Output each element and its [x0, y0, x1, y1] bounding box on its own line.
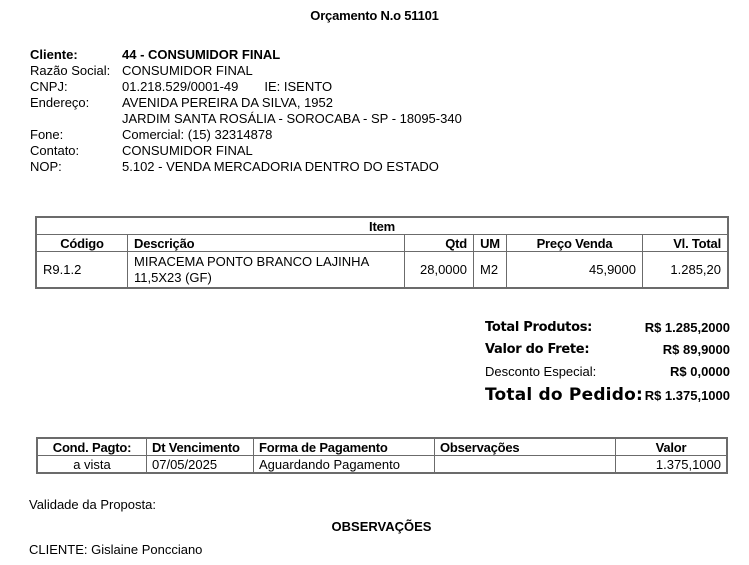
- total-pedido-label: Total do Pedido:: [485, 385, 643, 405]
- valor-frete-label: Valor do Frete:: [485, 341, 590, 357]
- document-title: Orçamento N.o 51101: [310, 8, 439, 23]
- client-row-endereco-2: [30, 111, 462, 127]
- col-um: UM: [474, 235, 507, 252]
- client-info: [30, 47, 462, 175]
- col-descricao: Descrição: [128, 235, 405, 252]
- items-table: [35, 216, 729, 289]
- total-pedido-value: R$ 1.375,1000: [644, 387, 730, 403]
- client-row-endereco: [30, 95, 462, 111]
- cell-cond-pagto: a vista: [37, 456, 147, 474]
- fone-label: Fone:: [30, 127, 64, 142]
- razao-social-value: CONSUMIDOR FINAL: [122, 63, 253, 78]
- endereco-2-label: [30, 111, 122, 127]
- client-row-cliente: [30, 47, 462, 63]
- ie-value: IE: ISENTO: [264, 79, 333, 94]
- cell-dt-vencimento: 07/05/2025: [147, 456, 254, 474]
- cell-forma-pagamento: Aguardando Pagamento: [254, 456, 435, 474]
- cnpj-value: 01.218.529/0001-49: [122, 79, 239, 94]
- total-produtos-label: Total Produtos:: [485, 319, 593, 335]
- items-table-caption: Item: [36, 217, 728, 235]
- table-row: [37, 456, 727, 474]
- client-label: Cliente:: [30, 47, 78, 62]
- cell-preco-venda: 45,9000: [507, 252, 643, 289]
- col-preco-venda: Preço Venda: [507, 235, 643, 252]
- valor-frete-row: [485, 338, 730, 360]
- valor-frete-value: R$ 89,9000: [662, 341, 730, 357]
- total-produtos-row: [485, 316, 730, 338]
- client-row-nop: [30, 159, 462, 175]
- total-pedido-row: [485, 382, 730, 408]
- endereco-value: AVENIDA PEREIRA DA SILVA, 1952: [122, 95, 333, 110]
- cell-um: M2: [474, 252, 507, 289]
- descricao-line-1: MIRACEMA PONTO BRANCO LAJINHA: [134, 253, 370, 269]
- payment-table: [36, 437, 728, 474]
- col-cond-pagto: Cond. Pagto:: [37, 438, 147, 456]
- cnpj-label: CNPJ:: [30, 79, 68, 94]
- desconto-especial-row: [485, 360, 730, 382]
- col-vl-total: Vl. Total: [643, 235, 729, 252]
- validade-proposta-label: Validade da Proposta:: [29, 497, 156, 512]
- table-row: [36, 252, 728, 289]
- cell-codigo: R9.1.2: [36, 252, 128, 289]
- nop-label: NOP:: [30, 159, 62, 174]
- col-codigo: Código: [36, 235, 128, 252]
- endereco-label: Endereço:: [30, 95, 90, 110]
- client-row-contato: [30, 143, 462, 159]
- col-valor: Valor: [616, 438, 728, 456]
- descricao-line-2: 11,5X23 (GF): [134, 269, 212, 285]
- col-dt-vencimento: Dt Vencimento: [147, 438, 254, 456]
- cell-observacoes: [435, 456, 616, 474]
- contato-label: Contato:: [30, 143, 80, 158]
- cell-vl-total: 1.285,20: [643, 252, 729, 289]
- cell-valor: 1.375,1000: [616, 456, 728, 474]
- razao-social-label: Razão Social:: [30, 63, 111, 78]
- client-row-cnpj: [30, 79, 462, 95]
- total-produtos-value: R$ 1.285,2000: [644, 319, 730, 335]
- cell-qtd: 28,0000: [405, 252, 474, 289]
- client-row-fone: [30, 127, 462, 143]
- client-value: 44 - CONSUMIDOR FINAL: [122, 47, 281, 62]
- totals-summary: [485, 316, 730, 408]
- col-forma-pagamento: Forma de Pagamento: [254, 438, 435, 456]
- client-row-razao-social: [30, 63, 462, 79]
- fone-value: Comercial: (15) 32314878: [122, 127, 273, 142]
- col-observacoes: Observações: [435, 438, 616, 456]
- observacoes-text: CLIENTE: Gislaine Poncciano: [29, 542, 203, 557]
- desconto-especial-label: Desconto Especial:: [485, 363, 597, 379]
- contato-value: CONSUMIDOR FINAL: [122, 143, 253, 158]
- observacoes-title: OBSERVAÇÕES: [331, 519, 432, 534]
- col-qtd: Qtd: [405, 235, 474, 252]
- nop-value: 5.102 - VENDA MERCADORIA DENTRO DO ESTADO: [122, 159, 439, 174]
- desconto-especial-value: R$ 0,0000: [670, 363, 730, 379]
- endereco-2-value: JARDIM SANTA ROSÁLIA - SOROCABA - SP - 18095-340: [122, 111, 462, 126]
- cell-descricao: [128, 252, 405, 289]
